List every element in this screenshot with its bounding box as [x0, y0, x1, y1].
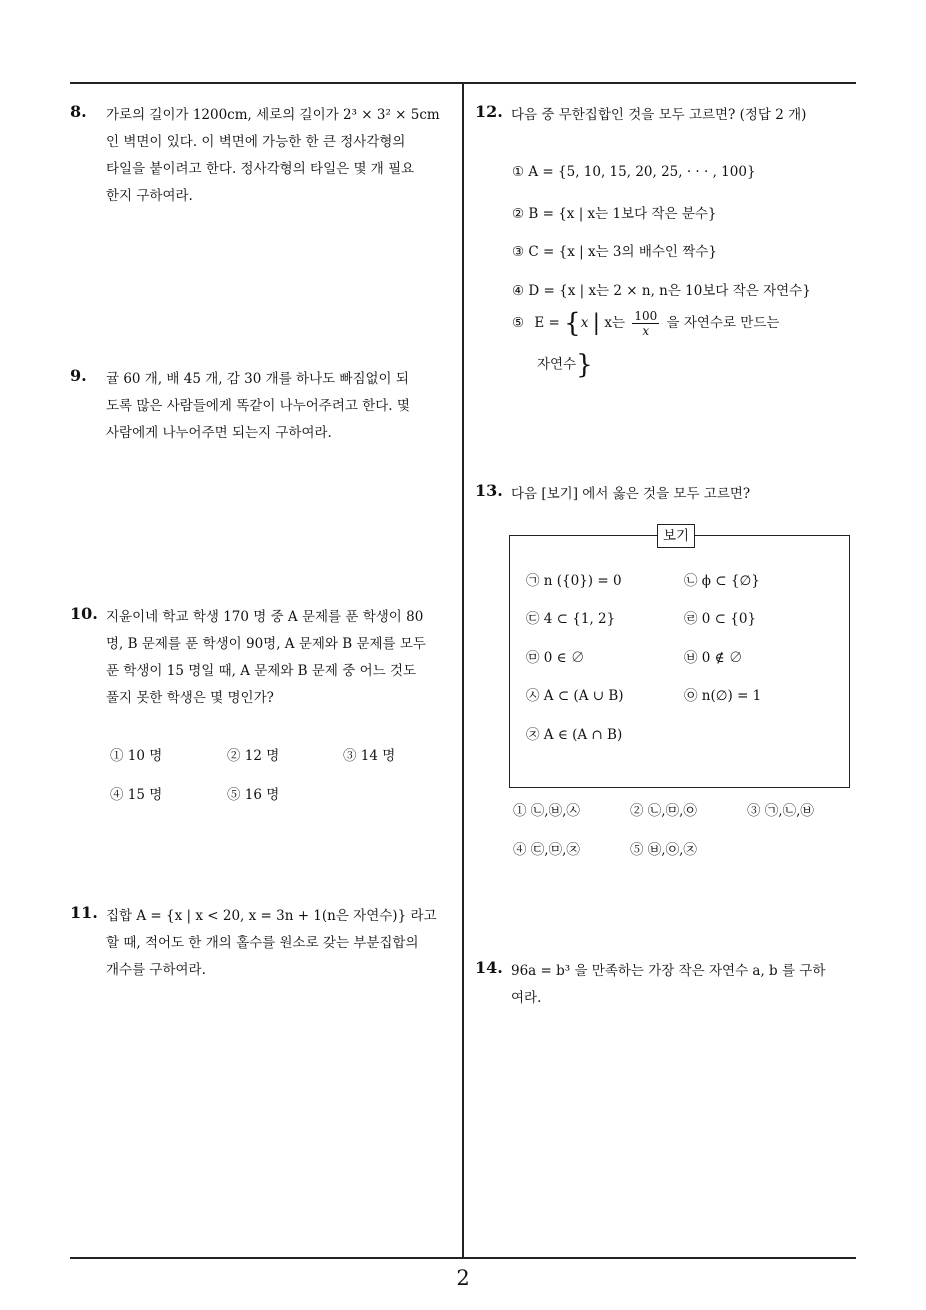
example-item: ㉡ ϕ ⊂ {∅} — [684, 573, 760, 589]
question-9 — [70, 366, 455, 447]
question-number: 11. — [70, 903, 98, 922]
question-number: 14. — [475, 958, 503, 977]
question-line: 개수를 구하여라. — [106, 962, 206, 978]
example-item: ㉢ 4 ⊂ {1, 2} — [526, 611, 616, 627]
page-number: 2 — [456, 1266, 470, 1290]
answer-choice-1[interactable]: ① A = {5, 10, 15, 20, 25, · · · , 100} — [512, 164, 756, 180]
answer-choice-3[interactable]: ③ ㉠,㉡,㉥ — [747, 803, 814, 819]
answer-choice-4[interactable]: ④ 15 명 — [110, 787, 163, 803]
question-text — [511, 102, 860, 129]
example-item: ㉠ n ({0}) = 0 — [526, 573, 622, 589]
question-text — [106, 903, 455, 984]
question-line: 풀지 못한 학생은 몇 명인가? — [106, 690, 274, 706]
right-brace: } — [576, 350, 593, 380]
question-10 — [70, 604, 455, 712]
question-line: 가로의 길이가 1200cm, 세로의 길이가 2³ × 3² × 5cm — [106, 107, 440, 123]
question-line: 명, B 문제를 푼 학생이 90명, A 문제와 B 문제를 모두 — [106, 636, 426, 652]
answer-choice-5[interactable] — [512, 309, 779, 338]
question-line: 타일을 붙이려고 한다. 정사각형의 타일은 몇 개 필요 — [106, 161, 415, 177]
question-text — [106, 366, 455, 447]
question-number: 10. — [70, 604, 98, 623]
example-item: ㉦ A ⊂ (A ∪ B) — [526, 688, 624, 704]
example-item: ㉥ 0 ∉ ∅ — [684, 650, 743, 666]
question-line: 지윤이네 학교 학생 170 명 중 A 문제를 푼 학생이 80 — [106, 609, 424, 625]
set-lhs: E = — [534, 315, 560, 331]
answer-choice-4[interactable]: ④ D = {x | x는 2 × n, n은 10보다 작은 자연수} — [512, 283, 811, 299]
left-brace: { — [564, 308, 581, 339]
answer-choice-2[interactable]: ② ㉡,㉤,㉧ — [630, 803, 697, 819]
answer-choice-2[interactable]: ② 12 명 — [227, 748, 280, 764]
question-text — [106, 604, 455, 712]
fraction — [632, 309, 659, 338]
answer-choice-1[interactable]: ① ㉡,㉥,㉦ — [513, 803, 580, 819]
fraction-denominator: x — [642, 324, 650, 338]
question-11 — [70, 903, 455, 984]
set-condition-pre: x는 — [604, 315, 626, 331]
question-text — [511, 958, 860, 1012]
example-item: ㉣ 0 ⊂ {0} — [684, 611, 757, 627]
answer-choice-5[interactable]: ⑤ 16 명 — [227, 787, 280, 803]
example-item: ㉧ n(∅) = 1 — [684, 688, 762, 704]
answer-choice-3[interactable]: ③ C = {x | x는 3의 배수인 짝수} — [512, 244, 717, 260]
question-line: 할 때, 적어도 한 개의 홀수를 원소로 갖는 부분집합의 — [106, 935, 419, 951]
question-number: 12. — [475, 102, 503, 121]
answer-choice-2[interactable]: ② B = {x | x는 1보다 작은 분수} — [512, 206, 717, 222]
set-variable: x — [580, 315, 589, 331]
set-bar: | — [592, 310, 601, 336]
fraction-numerator: 100 — [634, 309, 658, 323]
question-line: 96a = b³ 을 만족하는 가장 작은 자연수 a, b 를 구하 — [511, 963, 826, 979]
question-line: 집합 A = {x | x < 20, x = 3n + 1(n은 자연수)} 라고 — [106, 908, 437, 924]
question-12 — [475, 102, 860, 129]
question-line: 푼 학생이 15 명일 때, A 문제와 B 문제 중 어느 것도 — [106, 663, 417, 679]
example-item: ㉤ 0 ∈ ∅ — [526, 650, 585, 666]
question-line: 여라. — [511, 990, 542, 1006]
question-line: 귤 60 개, 배 45 개, 감 30 개를 하나도 빠짐없이 되 — [106, 371, 409, 387]
column-divider — [462, 82, 464, 1258]
question-14 — [475, 958, 860, 1012]
set-condition-post: 을 자연수로 만드는 — [666, 315, 780, 331]
question-number: 9. — [70, 366, 87, 385]
question-text — [106, 102, 455, 210]
question-line: 도록 많은 사람들에게 똑같이 나누어주려고 한다. 몇 — [106, 398, 410, 414]
question-line: 한지 구하여라. — [106, 188, 193, 204]
answer-choice-1[interactable]: ① 10 명 — [110, 748, 163, 764]
question-line: 인 벽면이 있다. 이 벽면에 가능한 한 큰 정사각형의 — [106, 134, 406, 150]
example-box-title: 보기 — [657, 524, 695, 548]
bottom-rule — [70, 1257, 856, 1259]
question-text — [511, 481, 860, 508]
set-condition-line2: 자연수 — [537, 356, 577, 373]
choice-marker: ⑤ — [512, 315, 525, 331]
answer-choice-5[interactable]: ⑤ ㉥,㉧,㉨ — [630, 842, 697, 858]
question-line: 사람에게 나누어주면 되는지 구하여라. — [106, 425, 332, 441]
question-line: 다음 [보기] 에서 옳은 것을 모두 고르면? — [511, 486, 751, 502]
question-number: 13. — [475, 481, 503, 500]
answer-choice-4[interactable]: ④ ㉢,㉤,㉨ — [513, 842, 580, 858]
question-line: 다음 중 무한집합인 것을 모두 고르면? (정답 2 개) — [511, 107, 807, 123]
set-condition-continued — [537, 352, 593, 378]
question-13 — [475, 481, 860, 508]
question-number: 8. — [70, 102, 87, 121]
question-8 — [70, 102, 455, 210]
answer-choice-3[interactable]: ③ 14 명 — [343, 748, 396, 764]
example-item: ㉨ A ∈ (A ∩ B) — [526, 727, 623, 743]
